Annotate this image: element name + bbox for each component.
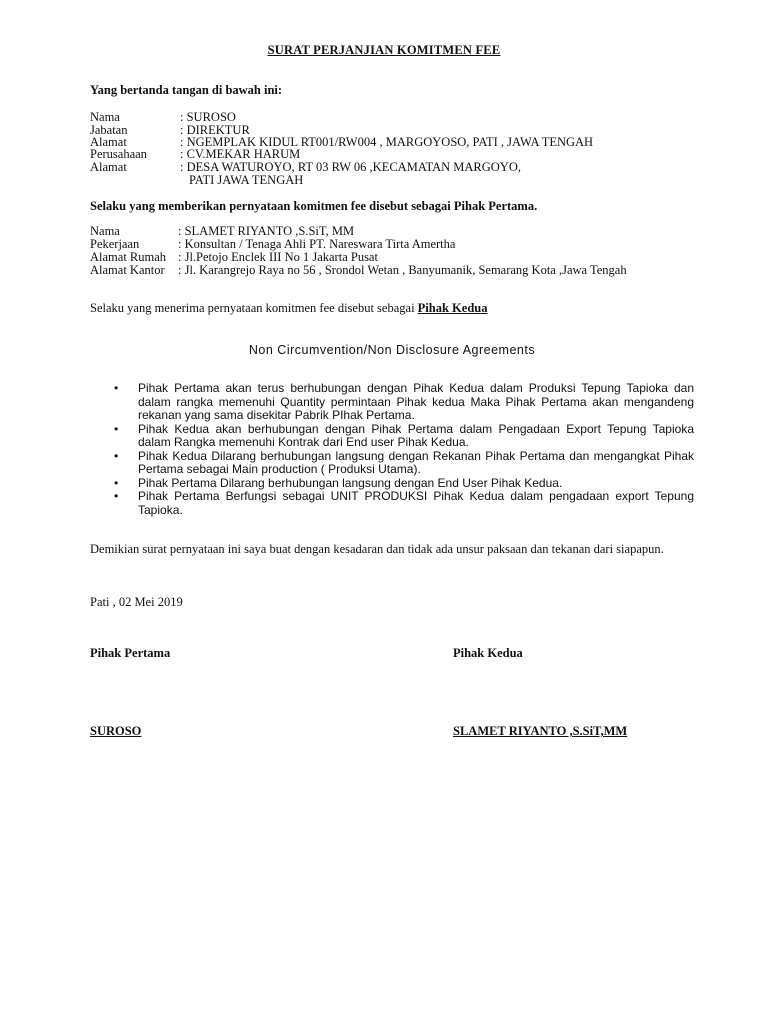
bullet-icon: • bbox=[114, 421, 119, 436]
detail-value: : Konsultan / Tenaga Ahli PT. Nareswara Tirta Amertha bbox=[178, 237, 456, 251]
list-item bbox=[114, 475, 694, 491]
detail-value: : DESA WATUROYO, RT 03 RW 06 ,KECAMATAN MARGOYO, bbox=[180, 160, 521, 174]
detail-value: PATI JAWA TENGAH bbox=[189, 173, 304, 187]
pihak-kedua-statement bbox=[90, 301, 487, 316]
bullet-icon: • bbox=[114, 475, 119, 490]
detail-label: Alamat bbox=[90, 135, 127, 149]
bullet-icon: • bbox=[114, 448, 119, 463]
agreement-points-list bbox=[90, 382, 694, 517]
pihak-kedua-term: Pihak Kedua bbox=[417, 301, 488, 315]
list-item bbox=[114, 381, 694, 423]
document-title: SURAT PERJANJIAN KOMITMEN FEE bbox=[267, 43, 501, 57]
detail-value: : SLAMET RIYANTO ,S.SiT, MM bbox=[178, 224, 355, 238]
list-item bbox=[114, 421, 694, 450]
bullet-icon: • bbox=[114, 381, 119, 395]
intro-text: Yang bertanda tangan di bawah ini: bbox=[90, 83, 283, 97]
list-item-text: Pihak Kedua Dilarang berhubungan langsung dengan Rekanan Pihak Pertama dan mengangkat Pihak Pertama sebagai Main production ( Produksi Utama). bbox=[138, 448, 694, 476]
detail-label: Pekerjaan bbox=[90, 237, 140, 251]
detail-label: Alamat Kantor bbox=[90, 263, 165, 277]
list-item-text: Pihak Kedua akan berhubungan dengan Pihak Pertama dalam Pengadaan Export Tepung Tapioka dalam Rangka memenuhi Kontrak dari End user Pihak Kedua. bbox=[138, 421, 694, 449]
detail-label: Nama bbox=[90, 110, 120, 124]
signature-role-right: Pihak Kedua bbox=[453, 646, 523, 660]
statement-text: Selaku yang menerima pernyataan komitmen fee disebut sebagai bbox=[90, 301, 418, 315]
list-item-text: Pihak Pertama akan terus berhubungan dengan Pihak Kedua dalam Produksi Tepung Tapioka dan dalam rangka memenuhi Quantity permintaan Pihak kedua Maka Pihak Pertama akan mengandeng rekanan yang sama disekitar Pabrik PIhak Pertama. bbox=[138, 381, 694, 422]
list-item-text: Pihak Pertama Dilarang berhubungan langsung dengan End User Pihak Kedua. bbox=[138, 475, 563, 490]
signature-name-left: SUROSO bbox=[90, 724, 142, 738]
list-item bbox=[114, 448, 694, 477]
bullet-icon: • bbox=[114, 489, 119, 503]
detail-value: : SUROSO bbox=[180, 110, 236, 124]
detail-value: : Jl.Petojo Enclek III No 1 Jakarta Pusat bbox=[178, 250, 378, 264]
list-item-text: Pihak Pertama Berfungsi sebagai UNIT PRODUKSI Pihak Kedua dalam pengadaan export Tepung Tapioka. bbox=[138, 489, 694, 517]
detail-label: Nama bbox=[90, 224, 120, 238]
pihak-pertama-statement: Selaku yang memberikan pernyataan komitmen fee disebut sebagai Pihak Pertama. bbox=[90, 199, 538, 213]
detail-label: Alamat Rumah bbox=[90, 250, 167, 264]
detail-value: : Jl. Karangrejo Raya no 56 , Srondol Wetan , Banyumanik, Semarang Kota ,Jawa Tengah bbox=[178, 263, 627, 277]
signature-role-left: Pihak Pertama bbox=[90, 646, 171, 660]
signature-name-right: SLAMET RIYANTO ,S.SiT,MM bbox=[453, 724, 628, 738]
detail-label: Alamat bbox=[90, 160, 127, 174]
detail-label: Jabatan bbox=[90, 123, 128, 137]
place-date: Pati , 02 Mei 2019 bbox=[90, 595, 183, 609]
section-heading: Non Circumvention/Non Disclosure Agreements bbox=[248, 343, 536, 357]
detail-label: Perusahaan bbox=[90, 147, 147, 161]
list-item bbox=[114, 489, 694, 517]
closing-paragraph: Demikian surat pernyataan ini saya buat dengan kesadaran dan tidak ada unsur paksaan dan tekanan dari siapapun. bbox=[90, 542, 664, 556]
detail-value: : NGEMPLAK KIDUL RT001/RW004 , MARGOYOSO, PATI , JAWA TENGAH bbox=[180, 135, 594, 149]
detail-value: : DIREKTUR bbox=[180, 123, 250, 137]
detail-value: : CV.MEKAR HARUM bbox=[180, 147, 301, 161]
